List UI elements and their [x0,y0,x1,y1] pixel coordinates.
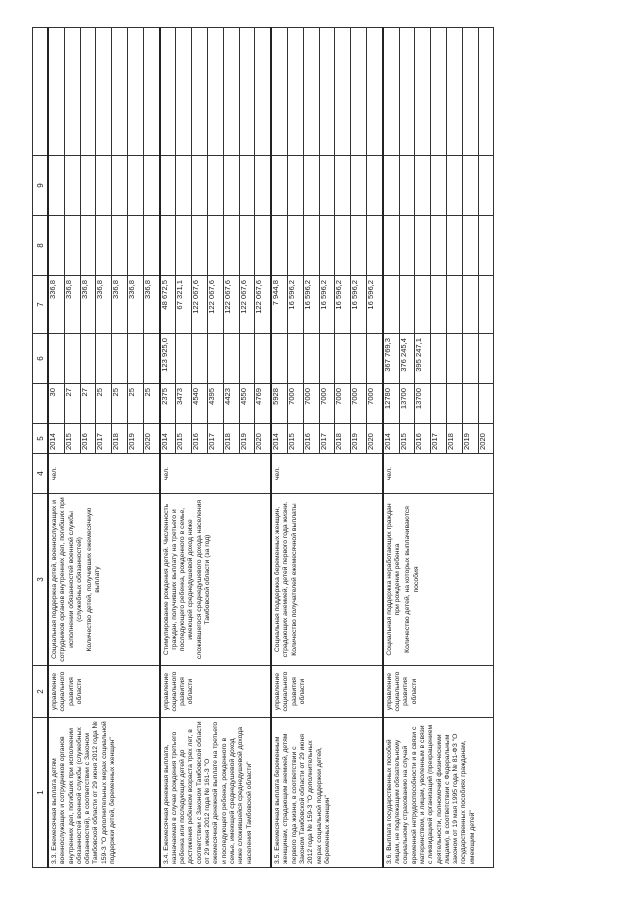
value-col7: 16 596,2 [351,276,367,334]
executor: управление социального развития области [160,666,272,718]
year: 2014 [48,424,64,454]
year: 2015 [399,424,415,454]
col-num-8: 8 [33,216,49,276]
value-col6 [462,334,478,384]
indicator-value: 2375 [160,384,176,424]
year: 2020 [255,424,271,454]
rotated-table-sheet [32,28,604,868]
value-col7 [446,276,462,334]
value-col7: 336,8 [127,276,143,334]
indicator-value: 4395 [207,384,223,424]
measure-name: 3.6. Выплата государственных пособий лицам, не подлежащим обязательному социальному страхованию на случай временной нетрудоспособности и в связи с материнством, и лицам, уволенным в связи с ликвидацией организаций (прекращением деятельности, полномочий физическими лицами), в соответствии с Федеральным законом от 19 мая 1995 года № 81-ФЗ "О государственных пособиях гражданам, имеющим детей" [383,718,494,868]
value-col7: 7 944,8 [271,276,287,334]
executor: управление социального развития области [48,666,160,718]
value-col6 [287,334,303,384]
value-col7 [383,276,399,334]
unit: чел. [271,454,383,494]
indicator-value: 25 [143,384,159,424]
indicator-value: 12780 [383,384,399,424]
value-col6: 395 247,1 [415,334,431,384]
indicator-name: Количество детей, на которых выплачиваются пособия [404,506,420,653]
indicator-value: 27 [64,384,80,424]
value-col6 [48,334,64,384]
col-num-9: 9 [33,156,49,216]
value-col7: 67 321,1 [176,276,192,334]
value-col6 [303,334,319,384]
value-col6 [176,334,192,384]
value-col7: 16 596,2 [287,276,303,334]
col-num-2: 2 [33,666,49,718]
year: 2019 [351,424,367,454]
col-num-7: 7 [33,276,49,334]
indicator-value: 4769 [255,384,271,424]
indicator-value: 25 [127,384,143,424]
indicator-value: 25 [112,384,128,424]
value-col6 [319,334,335,384]
value-col6 [335,334,351,384]
indicator-value: 13700 [415,384,431,424]
year: 2020 [366,424,382,454]
value-col7 [415,276,431,334]
value-col7: 48 672,5 [160,276,176,334]
value-col7 [462,276,478,334]
value-col6 [255,334,271,384]
col-num-1: 1 [33,718,49,868]
value-col7: 122 067,6 [255,276,271,334]
indicator-value: 4550 [239,384,255,424]
indicator-goal: Социальная поддержка детей, военнослужащих и сотрудников органов внутренних дел, погибших при исполнении обязанностей военной службы (служебных обязанностей) [51,497,83,662]
indicator-value [462,384,478,424]
value-col7: 122 067,6 [192,276,208,334]
year: 2020 [143,424,159,454]
value-col7: 122 067,6 [239,276,255,334]
value-col6 [351,334,367,384]
indicator-value: 5928 [271,384,287,424]
year: 2019 [239,424,255,454]
table-row [271,28,287,868]
col-num-6: 6 [33,334,49,384]
value-col6 [127,334,143,384]
value-col6 [207,334,223,384]
value-col6 [446,334,462,384]
year: 2015 [64,424,80,454]
indicator-goal: Социальная поддержка беременных женщин, страдающих анемией, детей первого года жизни. Количество получателей ежемесячной выплаты [274,501,298,658]
measure-name: 3.3. Ежемесячная выплата детям военнослужащих и сотрудников органов внутренних дел, погибших при исполнении обязанностей военной службы (служебных обязанностей), в соответствии с Законом Тамбовской области от 29 июня 2012 года № 159-З "О дополнительных мерах социальной поддержки детей, беременных женщин" [48,718,160,868]
unit: чел. [160,454,272,494]
indicator-value: 27 [80,384,96,424]
value-col7: 16 596,2 [319,276,335,334]
unit: чел. [383,454,494,494]
col-num-3: 3 [33,494,49,666]
indicator-value: 13700 [399,384,415,424]
indicator-value: 7000 [335,384,351,424]
col-num-5: 5 [33,424,49,454]
indicator-value: 7000 [351,384,367,424]
indicator-cell [271,494,383,666]
value-col6 [112,334,128,384]
year: 2020 [478,424,494,454]
year: 2019 [462,424,478,454]
value-col7: 336,8 [80,276,96,334]
value-col7: 336,8 [112,276,128,334]
year: 2017 [207,424,223,454]
value-col6 [80,334,96,384]
value-col7: 16 596,2 [335,276,351,334]
year: 2014 [271,424,287,454]
col-num-4: 4 [33,454,49,494]
value-col7: 122 067,6 [223,276,239,334]
value-col6 [64,334,80,384]
value-col6: 367 769,3 [383,334,399,384]
value-col6 [96,334,112,384]
year: 2016 [80,424,96,454]
value-col7: 336,8 [143,276,159,334]
indicator-goal: Социальная поддержка неработающих граждан при рождении ребенка [385,503,402,656]
indicator-value [478,384,494,424]
indicator-value: 7000 [319,384,335,424]
indicator-value: 30 [48,384,64,424]
indicator-cell [383,494,494,666]
year: 2016 [415,424,431,454]
value-col6 [143,334,159,384]
year: 2018 [223,424,239,454]
unit: чел. [48,454,160,494]
year: 2017 [319,424,335,454]
indicator-value: 4423 [223,384,239,424]
value-col6: 376 245,4 [399,334,415,384]
value-col6: 123 925,0 [160,334,176,384]
year: 2015 [287,424,303,454]
value-col7: 122 067,6 [207,276,223,334]
year: 2016 [192,424,208,454]
indicator-goal: Стимулирование рождения детей. Численность граждан, получивших выплату на третьего и последующего ребенка, рожденного в семье, имеющей среднедушевой доход ниже сложившегося среднедушевого дохода населения Тамбовской области (за год) [162,499,212,660]
year: 2017 [431,424,447,454]
indicator-value: 4540 [192,384,208,424]
measure-name: 3.5. Ежемесячная выплата беременным женщинам, страдающим анемией, детям первого года жизни, в соответствии с Законом Тамбовской области от 29 июня 2012 года № 159-З "О дополнительных мерах социальной поддержки детей, беременных женщин" [271,718,383,868]
value-col7 [478,276,494,334]
value-col6 [192,334,208,384]
col-num-5-value [33,384,49,424]
indicator-value: 3473 [176,384,192,424]
value-col7 [431,276,447,334]
value-col7: 336,8 [48,276,64,334]
year: 2015 [176,424,192,454]
executor: управление социального развития области [271,666,383,718]
value-col7: 336,8 [96,276,112,334]
executor: управление социального развития области [383,666,494,718]
value-col7: 336,8 [64,276,80,334]
value-col7: 16 596,2 [303,276,319,334]
year: 2019 [127,424,143,454]
year: 2014 [383,424,399,454]
value-col6 [366,334,382,384]
column-number-row [33,28,49,868]
value-col6 [223,334,239,384]
indicator-name: Количество детей, получивших ежемесячную выплату [86,507,102,652]
indicator-value: 7000 [366,384,382,424]
col-blank [33,28,49,156]
table-row [48,28,64,868]
value-col6 [239,334,255,384]
value-col7: 16 596,2 [366,276,382,334]
indicator-cell [48,494,160,666]
value-col6 [478,334,494,384]
indicator-value: 7000 [287,384,303,424]
year: 2016 [303,424,319,454]
program-table [32,27,494,868]
table-row [160,28,176,868]
year: 2018 [335,424,351,454]
indicator-value: 7000 [303,384,319,424]
indicator-cell [160,494,272,666]
indicator-value: 25 [96,384,112,424]
measure-name: 3.4. Ежемесячная денежная выплата, назначаемая в случае рождения третьего ребенка или последующих детей до достижения ребенком возраста трех лет, в соответствии с Законом Тамбовской области от 29 июня 2012 года № 161-З "О ежемесячной денежной выплате на третьего и последующего ребенка, рожденного в семье, имеющей среднедушевой доход ниже сложившейся среднедушевой дохода населения Тамбовской области" [160,718,272,868]
indicator-value [431,384,447,424]
value-col7 [399,276,415,334]
value-col6 [271,334,287,384]
year: 2018 [112,424,128,454]
year: 2018 [446,424,462,454]
year: 2014 [160,424,176,454]
indicator-value [446,384,462,424]
year: 2017 [96,424,112,454]
table-row [383,28,399,868]
value-col6 [431,334,447,384]
